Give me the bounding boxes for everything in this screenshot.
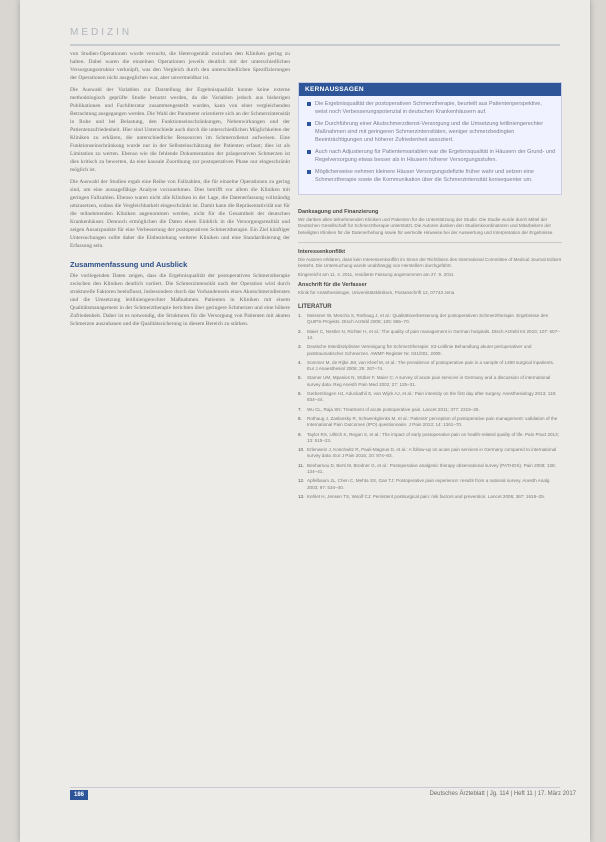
literature-item [298,344,562,357]
body-paragraph: von Studien-Operationen wurde versucht, die Heterogenität zwischen den Kliniken gering zu halten. Dabei waren die einzelnen Operationen jeweils deutlich mit der unterschiedlichen Versorgungsstruktur verknüpft, was den Vergleich durch den unterschiedlichen Spezifizierungen der Operationen nicht ausgeglichen war, aber unvermeidbar ist. [70,51,290,81]
funding-note [298,209,562,236]
literature-text: Benhamou D, Berti M, Brodner G, et al.: Postoperative analgesic therapy observational survey (PATHOS). Pain 2008; 136: 134–41. [307,462,556,475]
key-message-text: Auch nach Adjustierung für Patientenvariablen war die Ergebnisqualität in Häusern der Grund- und Regelversorgung etwas besser als in Häusern höherer Versorgungsstufen. [315,149,556,163]
literature-number: 10. [298,447,305,453]
literature-item [298,478,562,491]
summary-paragraph: Die vorliegenden Daten zeigen, dass die Ergebnisqualität der postoperativen Schmerztherapie zwischen den Kliniken deutlich variiert. Die Schmerzintensität nach der Operation wird durch strukturelle Faktoren beeinflusst, insbesondere durch das Vorhandensein eines Akutschmerzdienstes und die Umsetzung leitliniengerechter Maßnahmen. Patienten in Kliniken mit einem Qualitätsmanagement in der Schmerztherapie berichten über geringere Schmerzen und eine höhere Zufriedenheit. Daher ist es notwendig, die Strukturen für die Versorgung von Patienten mit akuten Schmerzen auszubauen und die Qualitätssicherung in diesem Bereich zu stärken. [70,273,290,327]
key-message-text: Die Durchführung einer Akutschmerzdienst-Versorgung und die Umsetzung leitliniengerechter Maßnahmen sind mit geringeren Schmerzintensitäten, weniger schmerzbedingten Beeinträchtigungen und höherer Zufriedenheit assoziiert. [315,121,544,143]
literature-item [298,391,562,404]
conflict-title: Interessenkonflikt [298,248,346,255]
literature-number: 3. [298,344,302,350]
address-title: Anschrift für die Verfasser [298,281,367,288]
divider [298,242,562,243]
body-paragraph: Die Auswahl der Studien ergab eine Reihe von Fallzahlen, die für einzelne Operationen zu gering sind, um eine aussagefähige Analyse vorzunehmen. Dies betrifft vor allem die Kliniken mit geringen Fallzahlen. Ebenso waren nicht alle Kliniken in der Lage, die Datenerfassung vollständig umzusetzen, sodass die Vergleichbarkeit eingeschränkt ist. Damit kann die Repräsentativität nur für die teilnehmenden Kliniken angenommen werden, nicht für die Gesamtheit der deutschen Krankenhäuser. Dennoch ermöglichen die Daten einen Einblick in die Versorgungsrealität und zeigen Ansatzpunkte für eine Verbesserung der postoperativen Schmerztherapie. Ein Ziel künftiger Untersuchungen sollte daher die Einbeziehung weiterer Kliniken und eine Standardisierung der Erfassung sein. [70,179,290,249]
literature-number: 13. [298,493,305,499]
literature-number: 5. [298,375,302,381]
header-divider [70,44,560,46]
literature-item [298,375,562,388]
body-paragraph: Die Auswahl der Variablen zur Darstellung der Ergebnisqualität konnte keine externe methodologisch geprüfte Studie benutzt werden, da die Variablen jedoch aus bisherigen Publikationen und Fachliteratur zusammengestellt wurden, kann von einer vergleichenden Betrachtung ausgegangen werden. Die Wahl der Parameter orientierte sich an der Schmerzintensität in Ruhe und bei Belastung, den Funktionseinschränkungen, Nebenwirkungen und der Patientenzufriedenheit. Hier sind Unterschiede auch durch die unterschiedlichen Möglichkeiten der Kliniken zu erklären, die unterschiedliche Ressourcen im Schmerzdienst aufweisen. Eine Funktionseinschränkung wurde nur in der Selbsteinschätzung der Patienten erfasst; dies ist als Limitation zu werten. Ebenso wie die fehlende Dokumentation der präoperativen Schmerzen ist dies kritisch zu bewerten, da eine kausale Zuordnung zur postoperativen Phase nur eingeschränkt möglich ist. [70,87,290,173]
literature-text: Stamer UM, Mpasios N, Stüber F, Maier C: A survey of acute pain services in Germany and a discussion of international survey data. Reg Anesth Pain Med 2002; 27: 125–31. [307,375,551,387]
literature-number: 7. [298,406,302,412]
literature-number: 12. [298,478,305,484]
address-text: Klinik für Anästhesiologie, Universitätsklinikum, Postanschrift 12, 07743 Jena [298,289,455,295]
section-header: MEDIZIN [70,27,133,38]
literature-number: 2. [298,328,302,334]
literature-text: Meissner W, Mescha S, Rothaug J, et al.: Qualitätsverbesserung der postoperativen Schmerztherapie. Ergebnisse des QUIPS-Projekts. Dtsch Arztebl 2008; 105: 865–70. [307,313,549,325]
literature-text: Maier C, Nestler N, Richter H, et al.: The quality of pain management in German hospitals. Dtsch Arztebl Int 2010; 107: 607–14. [307,328,560,340]
literature-text: Gerbershagen HJ, Aduckathil S, van Wijck AJ, et al.: Pain intensity on the first day after surgery. Anesthesiology 2013; 118: 934–44. [307,391,557,403]
literature-number: 8. [298,415,302,421]
literature-text: Taylor RS, Ullrich K, Regan S, et al.: The impact of early postoperative pain on health-related quality of life. Pain Pract 2013; 13: 515–23. [307,431,559,443]
literature-item [298,407,562,413]
literature-text: Rothaug J, Zaslansky R, Schwenkglenks M, et al.: Patients' perception of postoperative pain management: validation of the International Pain Outcomes (IPO) questionnaire. J Pain 2013; 14: 1361–70. [307,415,558,428]
funding-title: Danksagung und Finanzierung [298,209,379,215]
key-message-text: Möglicherweise nehmen kleinere Häuser Versorgungsdefizite früher wahr und setzen eine Schmerztherapie sowie die Kommunikation über die Schmerzintensität konsequenter um. [315,169,534,183]
key-message-item [307,120,555,144]
address-note [298,282,562,296]
literature-item [298,360,562,373]
literature-text: Kehlet H, Jensen TS, Woolf CJ: Persistent postsurgical pain: risk factors and prevention. Lancet 2006; 367: 1618–25. [307,493,546,499]
literature-text: Wu CL, Raja SN: Treatment of acute postoperative pain. Lancet 2011; 377: 2215–25. [307,406,480,412]
literature-item [298,432,562,445]
square-bullet-icon [307,150,311,154]
key-message-text: Die Ergebnisqualität der postoperativen Schmerztherapie, beurteilt aus Patientenperspektive, weist noch Verbesserungspotenzial in deutschen Krankenhäusern auf. [315,101,542,115]
right-column [298,82,562,503]
literature-item [298,329,562,342]
literature-title: LITERATUR [298,304,332,311]
key-message-item [307,148,555,164]
literature-number: 11. [298,462,305,468]
literature-text: Sommer M, de Rijke JM, van Kleef M, et al.: The prevalence of postoperative pain in a sample of 1490 surgical inpatients. Eur J Anaesthesiol 2008; 25: 267–74. [307,359,555,372]
key-messages-box [298,82,562,195]
literature-number: 6. [298,391,302,397]
literature-text: Apfelbaum JL, Chen C, Mehta SS, Gan TJ: Postoperative pain experience: results from a national survey. Anesth Analg 2003; 97: 534–40. [307,478,550,490]
literature-item [298,463,562,476]
literature-item [298,416,562,429]
square-bullet-icon [307,102,311,106]
literature-item [298,313,562,326]
conflict-note [298,249,562,279]
literature-text: Erlenwein J, Koschwitz R, Pauli-Magnus D, et al.: A follow-up on acute pain services in Germany compared to international survey data. Eur J Pain 2016; 20: 874–83. [307,447,557,459]
literature-number: 4. [298,359,302,365]
literature-list [298,313,562,500]
funding-text: Wir danken allen teilnehmenden Kliniken und Patienten für die Unterstützung der Studie. Die Studie wurde durch Mittel der Deutschen Gesellschaft für Schmerztherapie unterstützt. Die Autoren danken den Studienkoordinatoren und Mitarbeitern der beteiligten Kliniken für die Datenerhebung sowie für wertvolle Hinweise bei der Auswertung und Interpretation der Ergebnisse. [298,217,554,235]
key-message-item [307,100,555,116]
conflict-text: Die Autoren erklären, dass kein Interessenkonflikt im Sinne der Richtlinien des International Committee of Medical Journal Editors besteht. Die Untersuchung wurde unabhängig von Herstellern durchgeführt. [298,256,562,269]
literature-number: 9. [298,431,302,437]
footer-divider [70,787,560,788]
key-messages-title: KERNAUSSAGEN [299,83,561,96]
journal-citation: Deutsches Ärzteblatt | Jg. 114 | Heft 11 | 17. März 2017 [429,791,576,797]
square-bullet-icon [307,170,311,174]
literature-item [298,447,562,460]
literature-text: Deutsche Interdisziplinäre Vereinigung für Schmerztherapie: S3-Leitlinie Behandlung akuter perioperativer und posttraumatischer Schmerzen. AWMF-Register Nr. 041/001, 2009. [307,344,532,356]
literature-item [298,494,562,500]
submitted-date: Eingereicht am 11. 4. 2011, revidierte Fassung angenommen am 27. 9. 2011 [298,272,454,278]
summary-heading: Zusammenfassung und Ausblick [70,260,188,269]
literature-number: 1. [298,313,302,319]
key-message-item [307,168,555,184]
page-number: 186 [70,790,88,800]
square-bullet-icon [307,122,311,126]
left-column [70,50,290,332]
key-messages-list [299,96,561,194]
